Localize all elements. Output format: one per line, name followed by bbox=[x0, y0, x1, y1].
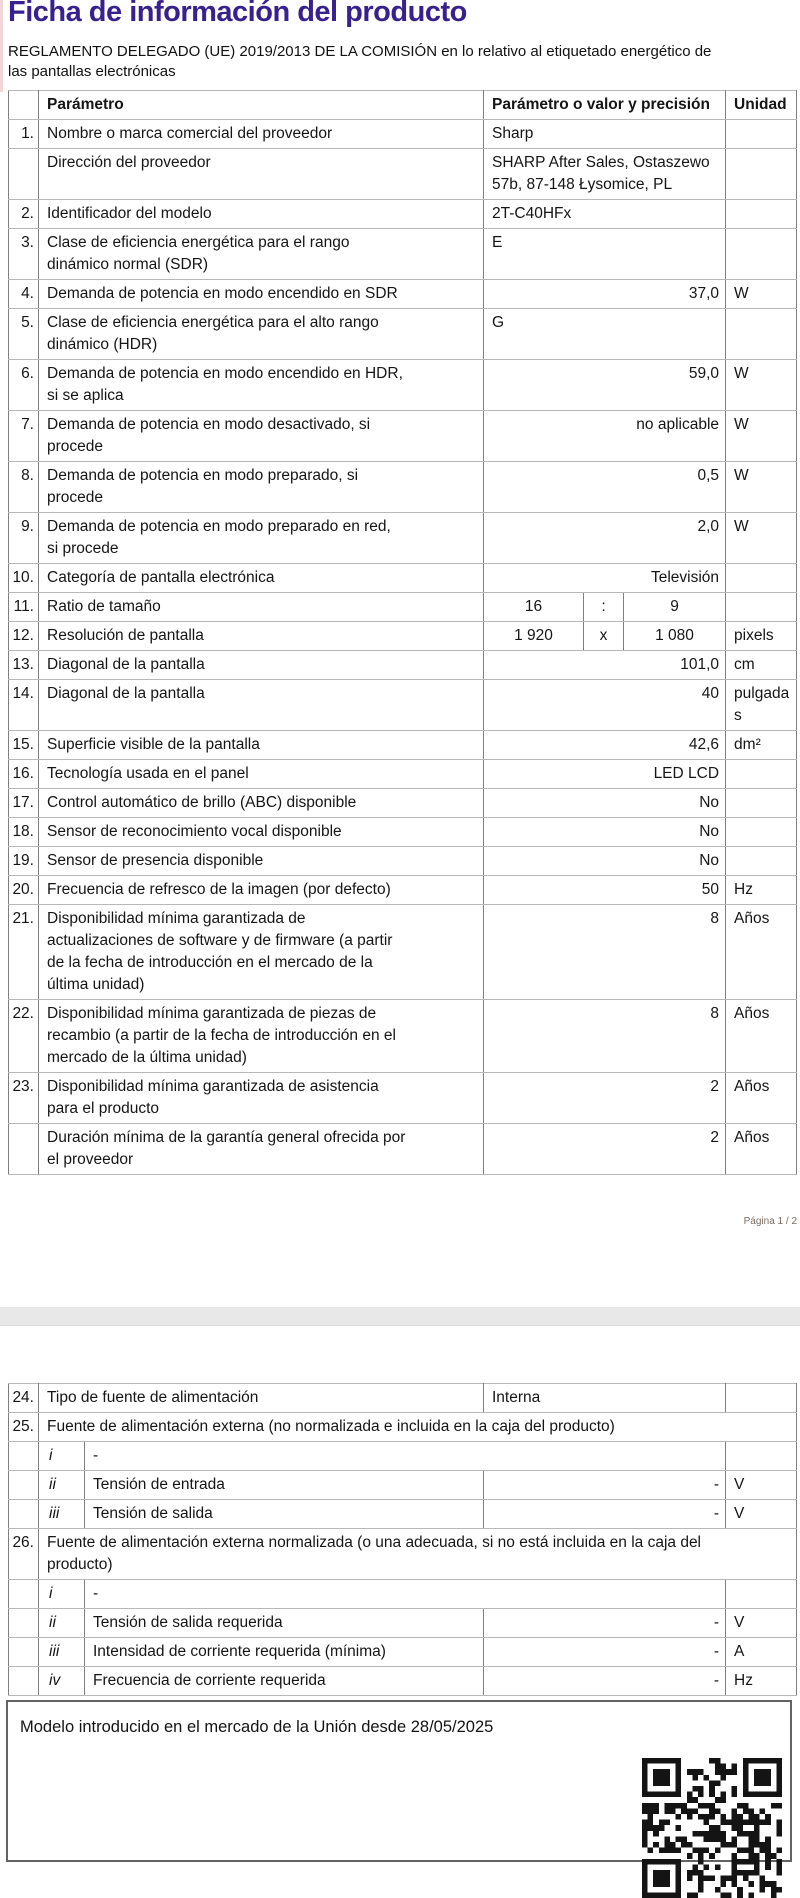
column-header-parametro: Parámetro bbox=[39, 91, 484, 120]
value-cell: E bbox=[484, 229, 726, 280]
value-part-cell: 16 bbox=[484, 593, 584, 622]
table-row bbox=[9, 1442, 797, 1471]
value-part-cell: x bbox=[584, 622, 624, 651]
row-number bbox=[9, 1124, 39, 1175]
row-number: 13. bbox=[9, 651, 39, 680]
unit-cell: Años bbox=[726, 905, 797, 1000]
qr-code bbox=[642, 1758, 782, 1898]
table-row bbox=[9, 1384, 797, 1413]
param-cell: Frecuencia de corriente requerida bbox=[85, 1667, 484, 1696]
value-cell: - bbox=[85, 1442, 726, 1471]
table-row bbox=[9, 1500, 797, 1529]
value-cell: LED LCD bbox=[484, 760, 726, 789]
table-header-row bbox=[9, 91, 797, 120]
table-row bbox=[9, 847, 797, 876]
table-row bbox=[9, 564, 797, 593]
table-row bbox=[9, 1609, 797, 1638]
table-row bbox=[9, 1000, 797, 1073]
group-label-cell: Fuente de alimentación externa normalizada (o una adecuada, si no está incluida en la caja del producto) bbox=[39, 1529, 797, 1580]
unit-cell bbox=[726, 1442, 797, 1471]
row-number: 21. bbox=[9, 905, 39, 1000]
sub-row-numeral: ii bbox=[39, 1609, 85, 1638]
unit-cell bbox=[726, 309, 797, 360]
row-number: 2. bbox=[9, 200, 39, 229]
table-row bbox=[9, 120, 797, 149]
row-number-header bbox=[9, 91, 39, 120]
value-cell: 0,5 bbox=[484, 462, 726, 513]
unit-cell: dm² bbox=[726, 731, 797, 760]
unit-cell: A bbox=[726, 1638, 797, 1667]
table-row bbox=[9, 680, 797, 731]
value-cell: SHARP After Sales, Ostaszewo 57b, 87-148 Łysomice, PL bbox=[484, 149, 726, 200]
value-cell: 8 bbox=[484, 905, 726, 1000]
unit-cell bbox=[726, 564, 797, 593]
row-number: 15. bbox=[9, 731, 39, 760]
page-title: Ficha de información del producto bbox=[8, 0, 467, 28]
value-cell: 101,0 bbox=[484, 651, 726, 680]
param-cell: Superficie visible de la pantalla bbox=[39, 731, 484, 760]
column-header-valor: Parámetro o valor y precisión bbox=[484, 91, 726, 120]
table-row bbox=[9, 1667, 797, 1696]
unit-cell: Años bbox=[726, 1124, 797, 1175]
row-number bbox=[9, 1638, 39, 1667]
row-number: 25. bbox=[9, 1413, 39, 1442]
page-indicator: Página 1 / 2 bbox=[743, 1216, 797, 1227]
table-row bbox=[9, 229, 797, 280]
value-cell: 50 bbox=[484, 876, 726, 905]
value-cell: - bbox=[484, 1609, 726, 1638]
table-row bbox=[9, 1529, 797, 1580]
value-cell: no aplicable bbox=[484, 411, 726, 462]
unit-cell: V bbox=[726, 1471, 797, 1500]
table-row bbox=[9, 309, 797, 360]
sub-row-numeral: ii bbox=[39, 1471, 85, 1500]
param-cell: Resolución de pantalla bbox=[39, 622, 484, 651]
param-cell: Disponibilidad mínima garantizada de asistencia para el producto bbox=[39, 1073, 484, 1124]
table-row bbox=[9, 462, 797, 513]
unit-cell bbox=[726, 149, 797, 200]
row-number bbox=[9, 1580, 39, 1609]
unit-cell: Años bbox=[726, 1073, 797, 1124]
row-number: 12. bbox=[9, 622, 39, 651]
table-row bbox=[9, 760, 797, 789]
table-row bbox=[9, 876, 797, 905]
row-number: 3. bbox=[9, 229, 39, 280]
table-row bbox=[9, 1638, 797, 1667]
param-cell: Clase de eficiencia energética para el alto rango dinámico (HDR) bbox=[39, 309, 484, 360]
unit-cell bbox=[726, 120, 797, 149]
product-parameters-table bbox=[8, 90, 797, 1175]
param-cell: Control automático de brillo (ABC) disponible bbox=[39, 789, 484, 818]
unit-cell: V bbox=[726, 1500, 797, 1529]
param-cell: Ratio de tamaño bbox=[39, 593, 484, 622]
row-number: 24. bbox=[9, 1384, 39, 1413]
param-cell: Demanda de potencia en modo desactivado, si procede bbox=[39, 411, 484, 462]
param-cell: Demanda de potencia en modo encendido en SDR bbox=[39, 280, 484, 309]
value-cell: 59,0 bbox=[484, 360, 726, 411]
value-cell: Sharp bbox=[484, 120, 726, 149]
param-cell: Demanda de potencia en modo preparado, si procede bbox=[39, 462, 484, 513]
row-number: 14. bbox=[9, 680, 39, 731]
sub-row-numeral: iv bbox=[39, 1667, 85, 1696]
value-cell: 2T-C40HFx bbox=[484, 200, 726, 229]
table-row bbox=[9, 1580, 797, 1609]
param-cell: Identificador del modelo bbox=[39, 200, 484, 229]
power-supply-table bbox=[8, 1383, 797, 1696]
param-cell: Diagonal de la pantalla bbox=[39, 680, 484, 731]
unit-cell: Hz bbox=[726, 876, 797, 905]
table-row bbox=[9, 1413, 797, 1442]
table-row bbox=[9, 1471, 797, 1500]
unit-cell: pulgadas bbox=[726, 680, 797, 731]
param-cell: Dirección del proveedor bbox=[39, 149, 484, 200]
value-cell: No bbox=[484, 818, 726, 847]
row-number: 26. bbox=[9, 1529, 39, 1580]
param-cell: Tensión de entrada bbox=[85, 1471, 484, 1500]
table-row bbox=[9, 789, 797, 818]
value-cell: 42,6 bbox=[484, 731, 726, 760]
unit-cell bbox=[726, 789, 797, 818]
table-row bbox=[9, 818, 797, 847]
param-cell: Frecuencia de refresco de la imagen (por defecto) bbox=[39, 876, 484, 905]
unit-cell bbox=[726, 1580, 797, 1609]
table-row bbox=[9, 280, 797, 309]
table-row bbox=[9, 1073, 797, 1124]
table-row bbox=[9, 411, 797, 462]
unit-cell bbox=[726, 818, 797, 847]
table-row bbox=[9, 200, 797, 229]
param-cell: Clase de eficiencia energética para el rango dinámico normal (SDR) bbox=[39, 229, 484, 280]
row-number: 18. bbox=[9, 818, 39, 847]
value-cell: 2,0 bbox=[484, 513, 726, 564]
param-cell: Nombre o marca comercial del proveedor bbox=[39, 120, 484, 149]
market-intro-box bbox=[6, 1700, 792, 1862]
sub-row-numeral: i bbox=[39, 1580, 85, 1609]
unit-cell: pixels bbox=[726, 622, 797, 651]
value-part-cell: 1 080 bbox=[624, 622, 726, 651]
sub-row-numeral: iii bbox=[39, 1500, 85, 1529]
unit-cell bbox=[726, 229, 797, 280]
table-row bbox=[9, 1124, 797, 1175]
row-number bbox=[9, 1609, 39, 1638]
page-separator bbox=[0, 1307, 800, 1326]
row-number: 10. bbox=[9, 564, 39, 593]
param-cell: Disponibilidad mínima garantizada de piezas de recambio (a partir de la fecha de introducción en el mercado de la última unidad) bbox=[39, 1000, 484, 1073]
table-row bbox=[9, 593, 797, 622]
value-cell: - bbox=[484, 1638, 726, 1667]
row-number bbox=[9, 1442, 39, 1471]
unit-cell: Años bbox=[726, 1000, 797, 1073]
value-cell: Televisión bbox=[484, 564, 726, 593]
table-row bbox=[9, 905, 797, 1000]
param-cell: Tipo de fuente de alimentación bbox=[39, 1384, 484, 1413]
row-number: 4. bbox=[9, 280, 39, 309]
sub-row-numeral: iii bbox=[39, 1638, 85, 1667]
sub-row-numeral: i bbox=[39, 1442, 85, 1471]
table-row bbox=[9, 149, 797, 200]
value-cell: - bbox=[85, 1580, 726, 1609]
value-cell: Interna bbox=[484, 1384, 726, 1413]
param-cell: Tensión de salida bbox=[85, 1500, 484, 1529]
unit-cell: W bbox=[726, 360, 797, 411]
param-cell: Intensidad de corriente requerida (mínima) bbox=[85, 1638, 484, 1667]
unit-cell: W bbox=[726, 411, 797, 462]
param-cell: Disponibilidad mínima garantizada de actualizaciones de software y de firmware (a partir de la fecha de introducción en el mercado de la última unidad) bbox=[39, 905, 484, 1000]
value-cell: 37,0 bbox=[484, 280, 726, 309]
value-cell: G bbox=[484, 309, 726, 360]
value-cell: 40 bbox=[484, 680, 726, 731]
column-header-unidad: Unidad bbox=[726, 91, 797, 120]
unit-cell: W bbox=[726, 462, 797, 513]
row-number: 22. bbox=[9, 1000, 39, 1073]
table-row bbox=[9, 622, 797, 651]
param-cell: Tensión de salida requerida bbox=[85, 1609, 484, 1638]
value-part-cell: : bbox=[584, 593, 624, 622]
row-number bbox=[9, 1500, 39, 1529]
table-row bbox=[9, 731, 797, 760]
group-label-cell: Fuente de alimentación externa (no normalizada e incluida en la caja del producto) bbox=[39, 1413, 797, 1442]
market-date-note: Modelo introducido en el mercado de la Unión desde 28/05/2025 bbox=[20, 1718, 494, 1736]
row-number: 23. bbox=[9, 1073, 39, 1124]
row-number: 1. bbox=[9, 120, 39, 149]
row-number: 5. bbox=[9, 309, 39, 360]
row-number: 19. bbox=[9, 847, 39, 876]
value-cell: 2 bbox=[484, 1073, 726, 1124]
param-cell: Tecnología usada en el panel bbox=[39, 760, 484, 789]
row-number: 16. bbox=[9, 760, 39, 789]
unit-cell bbox=[726, 200, 797, 229]
value-cell: No bbox=[484, 847, 726, 876]
unit-cell: Hz bbox=[726, 1667, 797, 1696]
param-cell: Categoría de pantalla electrónica bbox=[39, 564, 484, 593]
value-part-cell: 1 920 bbox=[484, 622, 584, 651]
row-number: 9. bbox=[9, 513, 39, 564]
value-cell: No bbox=[484, 789, 726, 818]
row-number bbox=[9, 1667, 39, 1696]
param-cell: Diagonal de la pantalla bbox=[39, 651, 484, 680]
row-number: 6. bbox=[9, 360, 39, 411]
unit-cell: W bbox=[726, 513, 797, 564]
regulation-subtitle: REGLAMENTO DELEGADO (UE) 2019/2013 DE LA COMISIÓN en lo relativo al etiquetado energético de las pantallas electrónicas bbox=[8, 43, 712, 80]
row-number bbox=[9, 149, 39, 200]
table-row bbox=[9, 513, 797, 564]
unit-cell bbox=[726, 760, 797, 789]
value-cell: 2 bbox=[484, 1124, 726, 1175]
table-row bbox=[9, 360, 797, 411]
unit-cell bbox=[726, 593, 797, 622]
value-cell: - bbox=[484, 1471, 726, 1500]
row-number: 7. bbox=[9, 411, 39, 462]
row-number bbox=[9, 1471, 39, 1500]
value-cell: - bbox=[484, 1667, 726, 1696]
param-cell: Sensor de presencia disponible bbox=[39, 847, 484, 876]
value-part-cell: 9 bbox=[624, 593, 726, 622]
row-number: 20. bbox=[9, 876, 39, 905]
table-row bbox=[9, 651, 797, 680]
row-number: 11. bbox=[9, 593, 39, 622]
param-cell: Demanda de potencia en modo preparado en red, si procede bbox=[39, 513, 484, 564]
unit-cell: cm bbox=[726, 651, 797, 680]
unit-cell bbox=[726, 847, 797, 876]
row-number: 17. bbox=[9, 789, 39, 818]
unit-cell: V bbox=[726, 1609, 797, 1638]
row-number: 8. bbox=[9, 462, 39, 513]
param-cell: Duración mínima de la garantía general ofrecida por el proveedor bbox=[39, 1124, 484, 1175]
value-cell: - bbox=[484, 1500, 726, 1529]
unit-cell bbox=[726, 1384, 797, 1413]
param-cell: Demanda de potencia en modo encendido en HDR, si se aplica bbox=[39, 360, 484, 411]
value-cell: 8 bbox=[484, 1000, 726, 1073]
unit-cell: W bbox=[726, 280, 797, 309]
param-cell: Sensor de reconocimiento vocal disponible bbox=[39, 818, 484, 847]
scan-edge-artifact bbox=[0, 0, 3, 92]
